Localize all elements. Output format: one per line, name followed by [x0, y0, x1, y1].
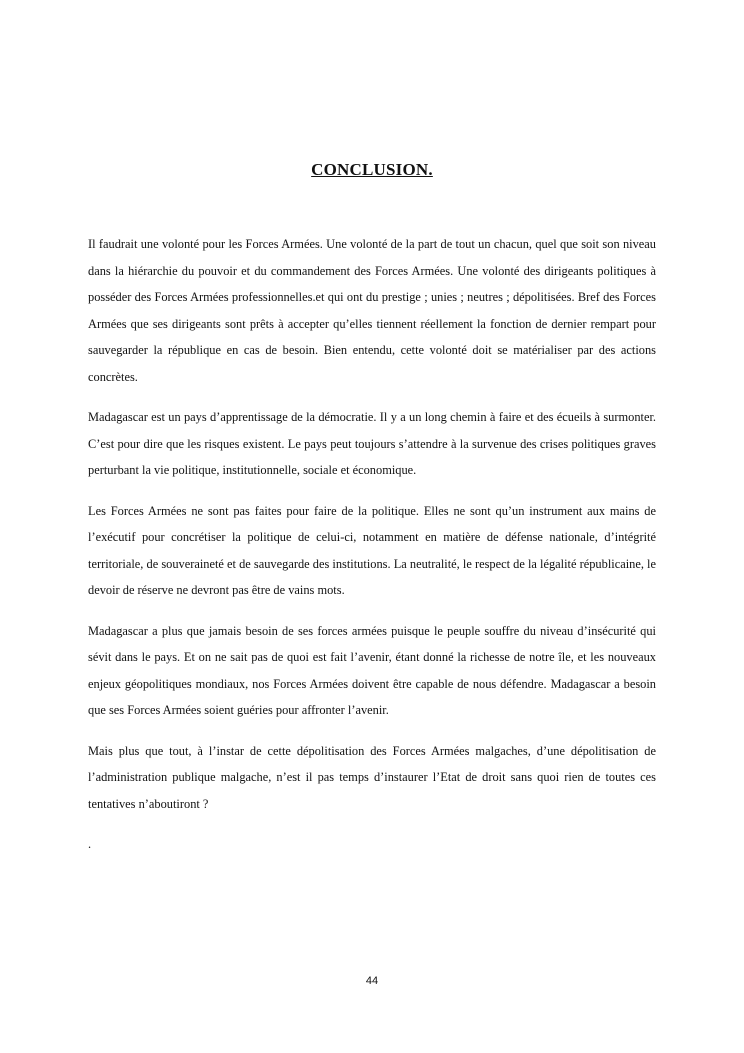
- page-title: CONCLUSION.: [311, 160, 433, 179]
- page-number: 44: [365, 975, 379, 987]
- trailing-period: .: [88, 837, 92, 851]
- paragraph-4: Madagascar a plus que jamais besoin de ses forces armées puisque le peuple souffre du niveau d’insécurité qui sévit dans le pays. Et on ne sait pas de quoi est fait l’avenir, étant donné la richesse de notre île, et les nouveaux enjeux géopolitiques mondiaux, nos Forces Armées doivent être capable de nous défendre. Madagascar a besoin que ses Forces Armées soient guéries pour affronter l’avenir.: [88, 623, 656, 717]
- paragraph-1: Il faudrait une volonté pour les Forces Armées. Une volonté de la part de tout un chacun, quel que soit son niveau dans la hiérarchie du pouvoir et du commandement des Forces Armées. Une volonté des dirigeants politiques à posséder des Forces Armées professionnelles.et qui ont du prestige ; unies ; neutres ; dépolitisées. Bref des Forces Armées que ses dirigeants sont prêts à accepter qu’elles tiennent réellement la fonction de dernier rempart pour sauvegarder la république en cas de besoin. Bien entendu, cette volonté doit se matérialiser par des actions concrètes.: [88, 237, 656, 384]
- document-body: [88, 231, 656, 858]
- paragraph-5: Mais plus que tout, à l’instar de cette dépolitisation des Forces Armées malgaches, d’une dépolitisation de l’administration publique malgache, n’est il pas temps d’instaurer l’Etat de droit sans quoi rien de toutes ces tentatives n’aboutiront ?: [88, 743, 656, 811]
- paragraph-3: Les Forces Armées ne sont pas faites pour faire de la politique. Elles ne sont qu’un instrument aux mains de l’exécutif pour concrétiser la politique de celui-ci, notamment en matière de défense nationale, d’intégrité territoriale, de souveraineté et de sauvegarde des institutions. La neutralité, le respect de la légalité républicaine, le devoir de réserve ne devront pas être de vains mots.: [88, 503, 656, 597]
- paragraph-2: Madagascar est un pays d’apprentissage de la démocratie. Il y a un long chemin à faire et des écueils à surmonter. C’est pour dire que les risques existent. Le pays peut toujours s’attendre à la survenue des crises politiques graves perturbant la vie politique, institutionnelle, sociale et économique.: [88, 410, 656, 477]
